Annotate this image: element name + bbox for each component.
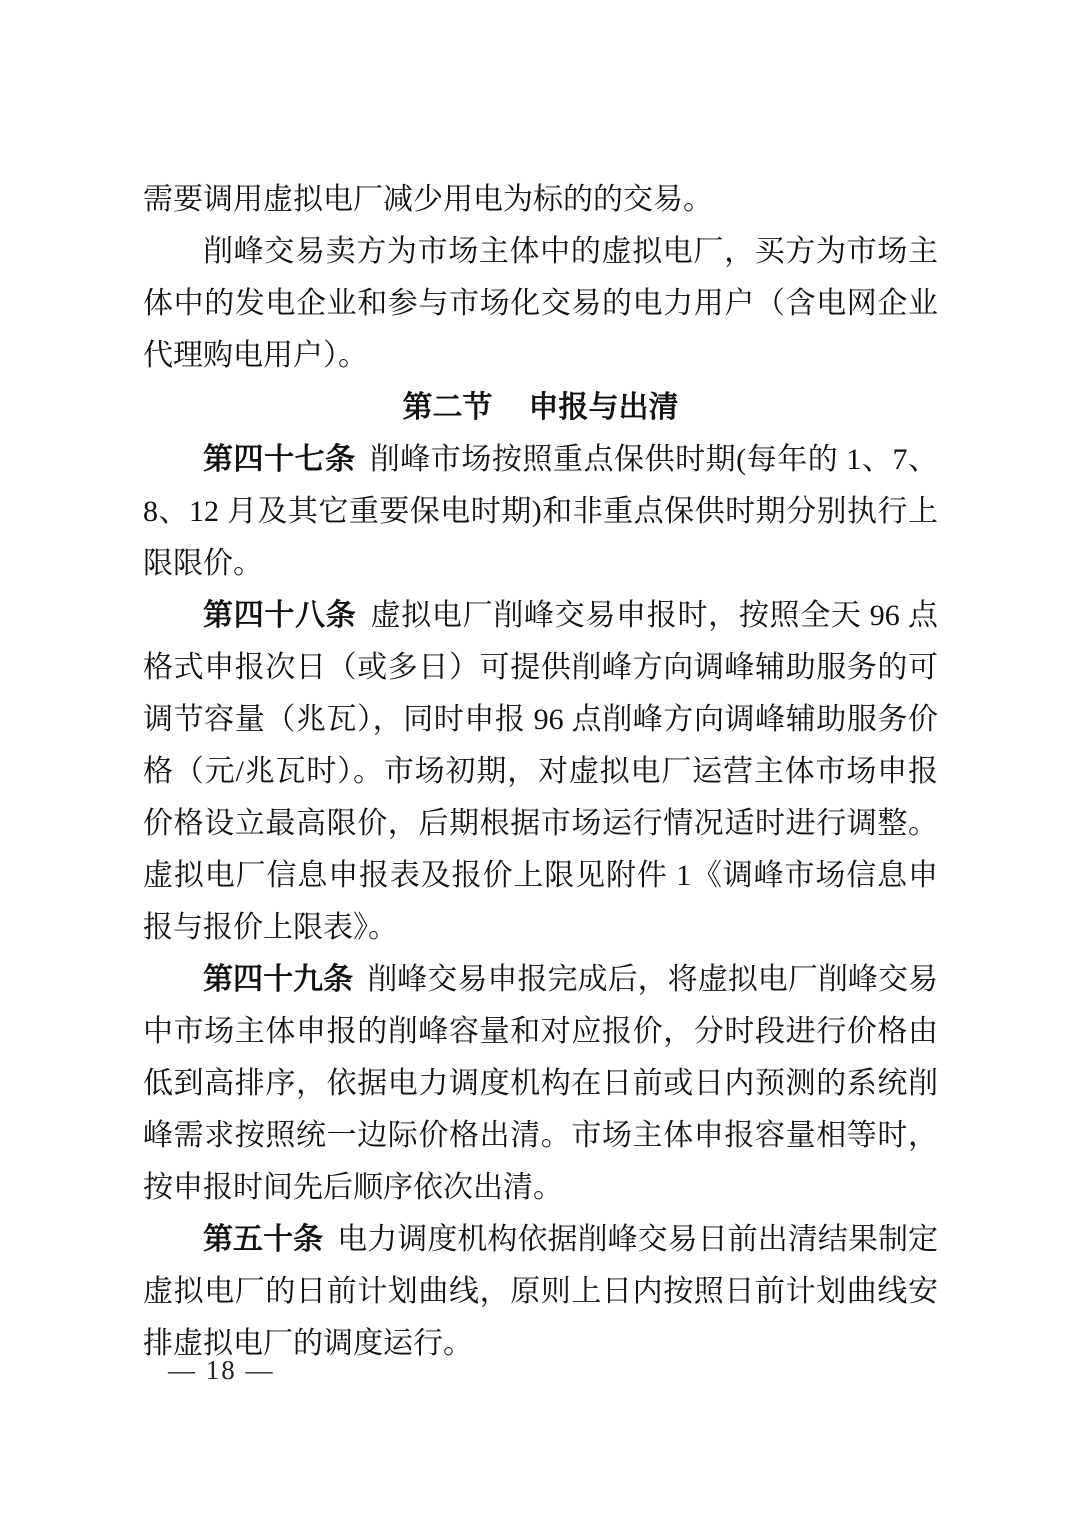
document-body	[143, 174, 938, 1370]
article-47-text: 削峰市场按照重点保供时期(每年的 1、7、8、12 月及其它重要保电时期)和非重点保供时期分别执行上限限价。	[143, 443, 938, 580]
paragraph-continuation: 需要调用虚拟电厂减少用电为标的的交易。	[143, 183, 713, 216]
article-47	[143, 434, 938, 590]
page-footer	[168, 1350, 275, 1390]
section-title: 申报与出清	[528, 391, 679, 424]
paragraph-parties: 削峰交易卖方为市场主体中的虚拟电厂，买方为市场主体中的发电企业和参与市场化交易的电力用户（含电网企业代理购电用户）。	[143, 235, 938, 372]
section-heading	[143, 382, 938, 434]
article-50-text: 电力调度机构依据削峰交易日前出清结果制定虚拟电厂的日前计划曲线，原则上日内按照日前计划曲线安排虚拟电厂的调度运行。	[143, 1223, 939, 1360]
article-48	[143, 590, 938, 954]
article-48-number: 第四十八条	[203, 599, 357, 632]
section-number: 第二节	[402, 391, 493, 424]
article-49-number: 第四十九条	[203, 963, 354, 996]
article-49	[143, 954, 938, 1214]
article-47-number: 第四十七条	[203, 443, 356, 476]
article-50-number: 第五十条	[203, 1223, 324, 1256]
article-50	[143, 1214, 938, 1370]
page-number: — 18 —	[168, 1355, 275, 1385]
article-49-text: 削峰交易申报完成后，将虚拟电厂削峰交易中市场主体申报的削峰容量和对应报价，分时段进行价格由低到高排序，依据电力调度机构在日前或日内预测的系统削峰需求按照统一边际价格出清。市场主体申报容量相等时，按申报时间先后顺序依次出清。	[143, 963, 939, 1204]
article-48-text: 虚拟电厂削峰交易申报时，按照全天 96 点格式申报次日（或多日）可提供削峰方向调峰辅助服务的可调节容量（兆瓦），同时申报 96 点削峰方向调峰辅助服务价格（元/兆瓦时）。市场初期，对虚拟电厂运营主体市场申报价格设立最高限价，后期根据市场运行情况适时进行调整。虚拟电厂信息申报表及报价上限见附件 1《调峰市场信息申报与报价上限表》。	[143, 599, 939, 944]
